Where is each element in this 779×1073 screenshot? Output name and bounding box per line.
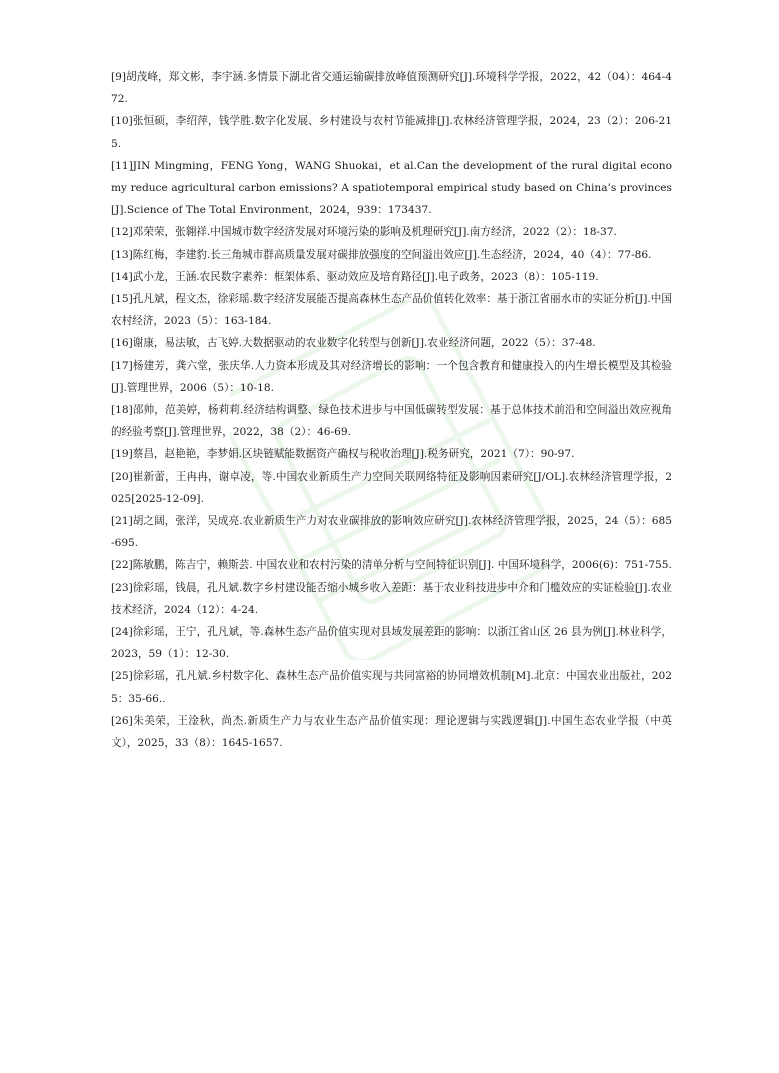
reference-item: [9]胡茂峰，郑文彬，李宇涵.多情景下湖北省交通运输碳排放峰值预测研究[J].环境科学学报，2022，42（04）：464-472. [111,71,672,106]
reference-item: [13]陈红梅，李建豹.长三角城市群高质量发展对碳排放强度的空间溢出效应[J].生态经济，2024，40（4）：77-86. [111,248,652,261]
reference-item: [16]谢康，易法敏，古飞婷.大数据驱动的农业数字化转型与创新[J].农业经济问题，2022（5）：37-48. [111,337,596,350]
reference-item: [11]JIN Mingming，FENG Yong，WANG Shuokai，et al.Can the development of the rural digital economy reduce agricultural carbon emissions? A spatiotemporal empirical study based on China’s provinces[J].Science of The Total Environment，2024，939：173437. [111,159,672,217]
reference-item: [10]张恒硕，李绍萍，钱学胜.数字化发展、乡村建设与农村节能减排[J].农林经济管理学报，2024，23（2）：206-215. [111,115,672,150]
reference-item: [26]朱美荣，王淦秋，尚杰.新质生产力与农业生态产品价值实现：理论逻辑与实践逻辑[J].中国生态农业学报（中英文），2025，33（8）：1645-1657. [111,714,672,750]
reference-item: [12]邓荣荣，张翱祥.中国城市数字经济发展对环境污染的影响及机理研究[J].南方经济，2022（2）：18-37. [111,226,617,239]
reference-item: [21]胡之阔，张洋，吴成亮.农业新质生产力对农业碳排放的影响效应研究[J].农林经济管理学报，2025，24（5）：685-695. [111,515,672,550]
reference-list [111,66,672,754]
reference-item: [19]蔡昌，赵艳艳，李梦娟.区块链赋能数据资产确权与税收治理[J].税务研究，2021（7）：90-97. [111,448,575,461]
reference-item: [20]崔新蕾，王冉冉，谢卓凌，等.中国农业新质生产力空间关联网络特征及影响因素研究[J/OL].农林经济管理学报，2025[2025-12-09]. [111,470,672,505]
reference-item: [23]徐彩瑶，钱晨，孔凡斌.数字乡村建设能否缩小城乡收入差距：基于农业科技进步中介和门槛效应的实证检验[J].农业技术经济，2024（12）：4-24. [111,581,672,616]
reference-item: [15]孔凡斌，程文杰，徐彩瑶.数字经济发展能否提高森林生态产品价值转化效率：基于浙江省丽水市的实证分析[J].中国农村经济，2023（5）：163-184. [111,293,672,328]
reference-item: [17]杨建芳，龚六堂，张庆华.人力资本形成及其对经济增长的影响：一个包含教育和健康投入的内生增长模型及其检验[J].管理世界，2006（5）：10-18. [111,359,672,394]
reference-item: [18]邵帅，范美婷，杨莉莉.经济结构调整、绿色技术进步与中国低碳转型发展：基于总体技术前沿和空间溢出效应视角的经验考察[J].管理世界，2022，38（2）：46-69. [111,404,672,439]
reference-item: [14]武小龙，王涵.农民数字素养：框架体系、驱动效应及培育路径[J].电子政务，2023（8）：105-119. [111,270,599,283]
reference-item: [24]徐彩瑶，王宁，孔凡斌，等.森林生态产品价值实现对县域发展差距的影响：以浙江省山区 26 县为例[J].林业科学，2023，59（1）：12-30. [111,626,672,661]
reference-item: [25]徐彩瑶，孔凡斌.乡村数字化、森林生态产品价值实现与共同富裕的协同增效机制[M].北京：中国农业出版社，2025：35-66.. [111,670,672,705]
reference-item: [22]陈敏鹏，陈吉宁，赖斯芸. 中国农业和农村污染的清单分析与空间特征识别[J]. 中国环境科学，2006(6)：751-755. [111,559,672,572]
